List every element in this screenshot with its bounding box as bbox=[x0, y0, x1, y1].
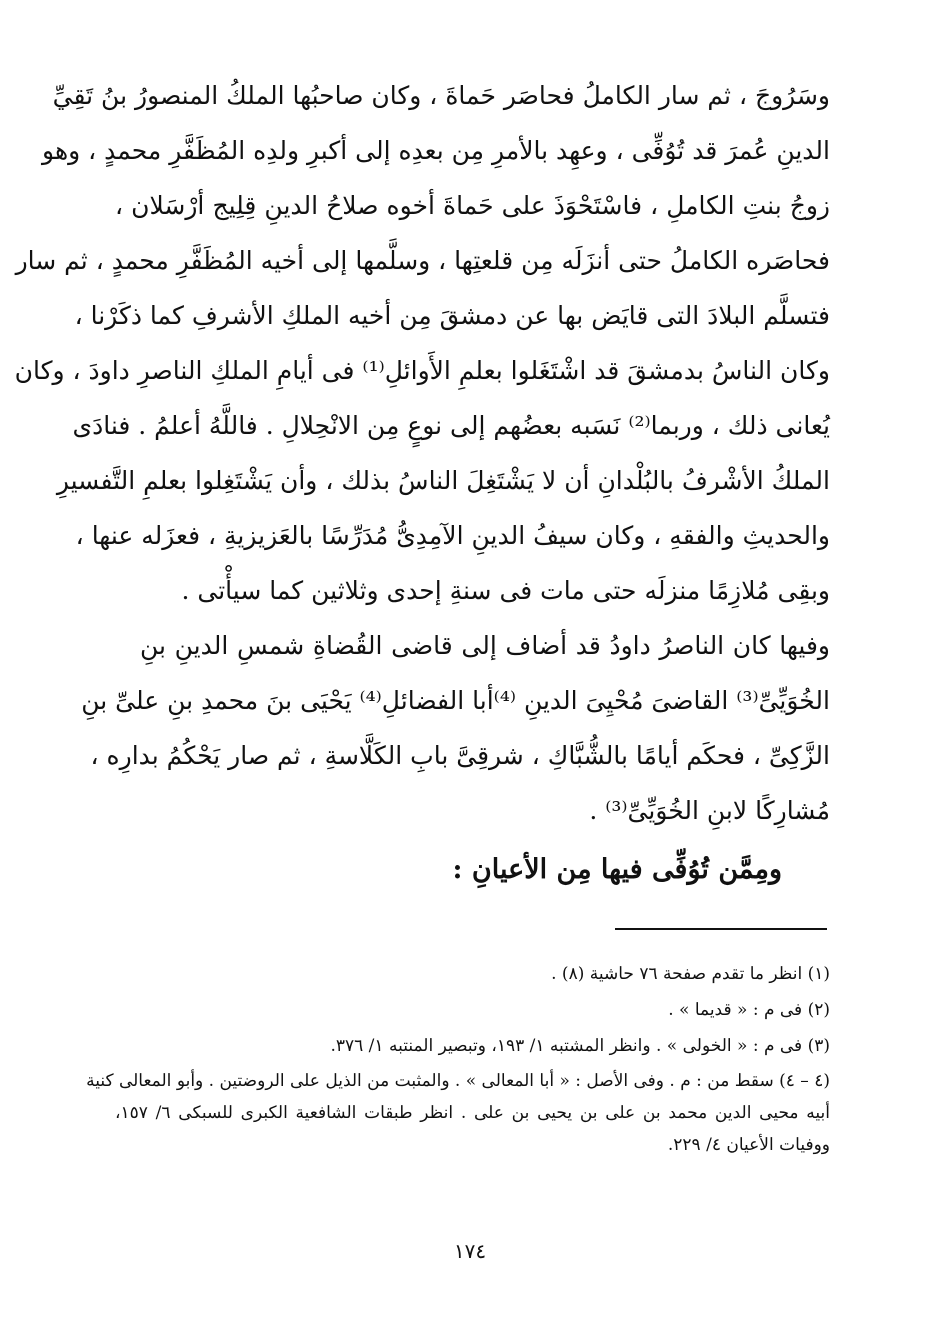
body-text-line: وكان الناسُ بدمشقَ قد اشْتَغَلوا بعلمِ الأَوائلِ⁽¹⁾ فى أيامِ الملكِ الناصرِ داودَ ، وكان bbox=[14, 356, 830, 385]
section-heading: ومِمَّن تُوُفِّى فيها مِن الأعيانِ : bbox=[452, 854, 782, 885]
body-text-line: والحديثِ والفقهِ ، وكان سيفُ الدينِ الآمِدِىُّ مُدَرِّسًا بالعَزيزيةِ ، فعزَله عنها ، bbox=[75, 521, 830, 550]
body-text-line: فتسلَّم البلادَ التى قايَض بها عن دمشقَ مِن أخيه الملكِ الأشرفِ كما ذكَرْنا ، bbox=[74, 301, 830, 330]
footnote: (٢) فى م : « قديما » . bbox=[668, 1000, 830, 1020]
body-text-line: الملكُ الأشْرفُ بالبُلْدانِ أن لا يَشْتَغِلَ الناسُ بذلك ، وأن يَشْتَغِلوا بعلمِ التَّفسيرِ bbox=[56, 466, 830, 495]
body-text-line: وسَرُوجَ ، ثم سار الكاملُ فحاصَر حَماةَ ، وكان صاحبُها الملكُ المنصورُ بنُ تَقِيِّ bbox=[52, 81, 830, 110]
footnote-continuation: ووفيات الأعيان ٤/ ٢٢٩. bbox=[667, 1135, 830, 1155]
paragraph-text-line: الخُوَيِّىِّ⁽³⁾ القاضىَ مُحْيِىَ الدينِ ⁽⁴⁾أبا الفضائلِ⁽⁴⁾ يَحْيَى بنَ محمدِ بنِ علىِّ بنِ bbox=[81, 686, 830, 715]
footnote-continuation: أبيه محيى الدين محمد بن على بن يحيى بن على . انظر طبقات الشافعية الكبرى للسبكى ٦/ ١٥٧، bbox=[115, 1103, 830, 1123]
paragraph-text-line: الزَّكِىِّ ، فحكَم أيامًا بالشُّبَّاكِ ، شرقِىَّ بابِ الكَلَّاسةِ ، ثم صار يَحْكُمُ بدارِه ، bbox=[90, 741, 830, 770]
paragraph-text-line: مُشارِكًا لابنِ الخُوَيِّىِّ⁽³⁾ . bbox=[589, 796, 830, 825]
body-text-line: الدينِ عُمرَ قد تُوُفِّى ، وعهِد بالأمرِ مِن بعدِه إلى أكبرِ ولدِه المُظَفَّرِ محمدٍ ، وهو bbox=[42, 136, 830, 165]
footnote: (١) انظر ما تقدم صفحة ٧٦ حاشية (٨) . bbox=[551, 964, 830, 984]
footnote: (٤ – ٤) سقط من : م . وفى الأصل : « أبا المعالى » . والمثبت من الذيل على الروضتين . وأبو المعالى كنية bbox=[86, 1071, 830, 1091]
page-number: ١٧٤ bbox=[453, 1239, 487, 1263]
body-text-line: زوجُ بنتِ الكاملِ ، فاسْتَحْوَذَ على حَماةَ أخوه صلاحُ الدينِ قِلِيج أرْسَلان ، bbox=[115, 191, 830, 220]
body-text-line: وبقِى مُلازِمًا منزلَه حتى مات فى سنةِ إحدى وثلاثين كما سيأْتى . bbox=[181, 576, 830, 605]
paragraph-text-line: وفيها كان الناصرُ داودُ قد أضاف إلى قاضى القُضاةِ شمسِ الدينِ بنِ bbox=[140, 631, 830, 660]
body-text-line: فحاصَره الكاملُ حتى أنزَلَه مِن قلعتِها ، وسلَّمها إلى أخيه المُظَفَّرِ محمدٍ ، ثم سار bbox=[15, 246, 830, 275]
body-text-line: يُعانى ذلك ، وربما⁽²⁾ نَسَبه بعضُهم إلى نوعٍ مِن الانْحِلالِ . فاللَّهُ أعلمُ . فنادَى bbox=[72, 411, 830, 440]
footnote: (٣) فى م : « الخولى » . وانظر المشتبه ١/ ١٩٣، وتبصير المنتبه ١/ ٣٧٦. bbox=[330, 1036, 830, 1056]
footnote-separator bbox=[615, 928, 827, 930]
